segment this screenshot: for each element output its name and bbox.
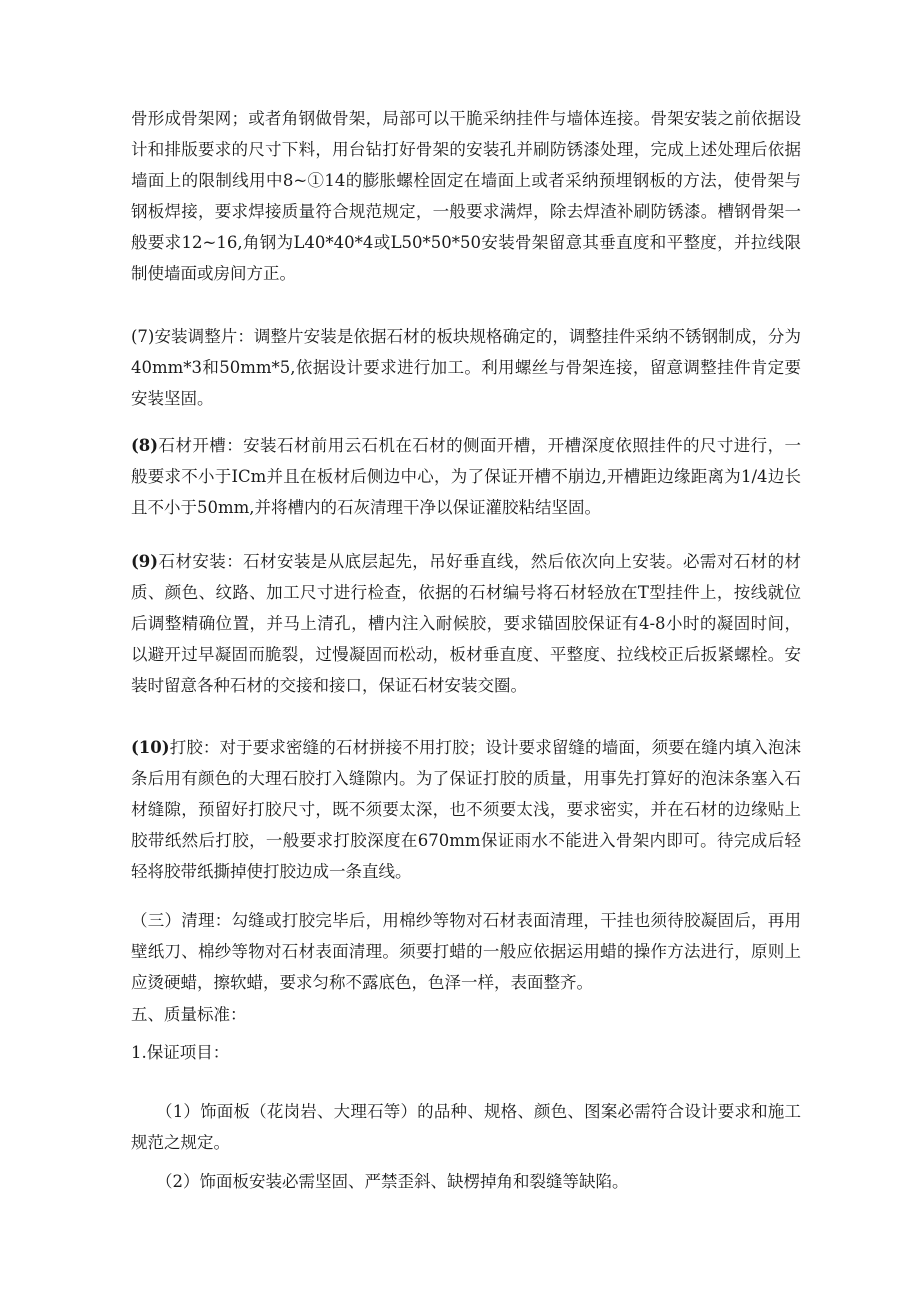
paragraph-text: （2）饰面板安装必需坚固、严禁歪斜、缺楞掉角和裂缝等缺陷。	[156, 1172, 629, 1191]
item-number: (8)	[131, 436, 159, 455]
paragraph-adjustment-plate	[131, 321, 801, 414]
paragraph-text: 骨形成骨架网；或者角钢做骨架，局部可以干脆采纳挂件与墙体连接。骨架安装之前依据设计和排版要求的尺寸下料，用台钻打好骨架的安装孔并刷防锈漆处理，完成上述处理后依据墙面上的限制线用中8~①14的膨胀螺栓固定在墙面上或者采纳预埋钢板的方法，使骨架与钢板焊接，要求焊接质量符合规范规定，一般要求满焊，除去焊渣补刷防锈漆。槽钢骨架一般要求12~16,角钢为L40*40*4或L50*50*50安装骨架留意其垂直度和平整度，并拉线限制使墙面或房间方正。	[131, 109, 801, 283]
item-number: (7)	[131, 327, 155, 346]
paragraph-glue-sealing	[131, 732, 801, 887]
paragraph-frame-installation	[131, 103, 801, 289]
paragraph-text: 打胶：对于要求密缝的石材拼接不用打胶；设计要求留缝的墙面，须要在缝内填入泡沫条后用有颜色的大理石胶打入缝隙内。为了保证打胶的质量，用事先打算好的泡沫条塞入石材缝隙，预留好打胶尺寸，既不须要太深，也不须要太浅，要求密实，并在石材的边缘贴上胶带纸然后打胶，一般要求打胶深度在670mm保证雨水不能进入骨架内即可。待完成后轻轻将胶带纸撕掉使打胶边成一条直线。	[131, 738, 801, 881]
paragraph-text: 安装调整片：调整片安装是依据石材的板块规格确定的，调整挂件采纳不锈钢制成，分为40mm*3和50mm*5,依据设计要求进行加工。利用螺丝与骨架连接，留意调整挂件肯定要安装坚固。	[131, 327, 801, 408]
heading-text: 1.保证项目：	[131, 1043, 230, 1062]
heading-text: 五、质量标准：	[131, 1005, 247, 1024]
paragraph-stone-grooving	[131, 430, 801, 523]
paragraph-text: 石材开槽：安装石材前用云石机在石材的侧面开槽，开槽深度依照挂件的尺寸进行，一般要求不小于ICm并且在板材后侧边中心，为了保证开槽不崩边,开槽距边缘距离为1/4边长且不小于50mm,并将槽内的石灰清理干净以保证灌胶粘结坚固。	[131, 436, 801, 517]
paragraph-text: （1）饰面板（花岗岩、大理石等）的品种、规格、颜色、图案必需符合设计要求和施工规范之规定。	[131, 1102, 801, 1152]
paragraph-text: 清理：勾缝或打胶完毕后，用棉纱等物对石材表面清理，干挂也须待胶凝固后，再用壁纸刀、棉纱等物对石材表面清理。须要打蜡的一般应依据运用蜡的操作方法进行，原则上应烫硬蜡，擦软蜡，要求匀称不露底色，色泽一样，表面整齐。	[131, 911, 802, 992]
item-number: (9)	[131, 552, 159, 571]
paragraph-guarantee-2	[131, 1166, 801, 1197]
section-heading-quality-standard	[131, 1001, 801, 1029]
item-number: （三）	[131, 911, 182, 930]
paragraph-text: 石材安装：石材安装是从底层起先，吊好垂直线，然后依次向上安装。必需对石材的材质、颜色、纹路、加工尺寸进行检查，依据的石材编号将石材轻放在T型挂件上，按线就位后调整精确位置，并马上清孔，槽内注入耐候胶，要求锚固胶保证有4-8小时的凝固时间，以避开过早凝固而脆裂，过慢凝固而松动，板材垂直度、平整度、拉线校正后扳紧螺栓。安装时留意各种石材的交接和接口，保证石材安装交圈。	[131, 552, 801, 695]
subheading-guarantee-items	[131, 1037, 801, 1068]
paragraph-stone-installation	[131, 546, 801, 701]
item-number: (10)	[131, 738, 170, 757]
paragraph-guarantee-1	[131, 1096, 801, 1158]
paragraph-cleaning	[131, 905, 801, 998]
